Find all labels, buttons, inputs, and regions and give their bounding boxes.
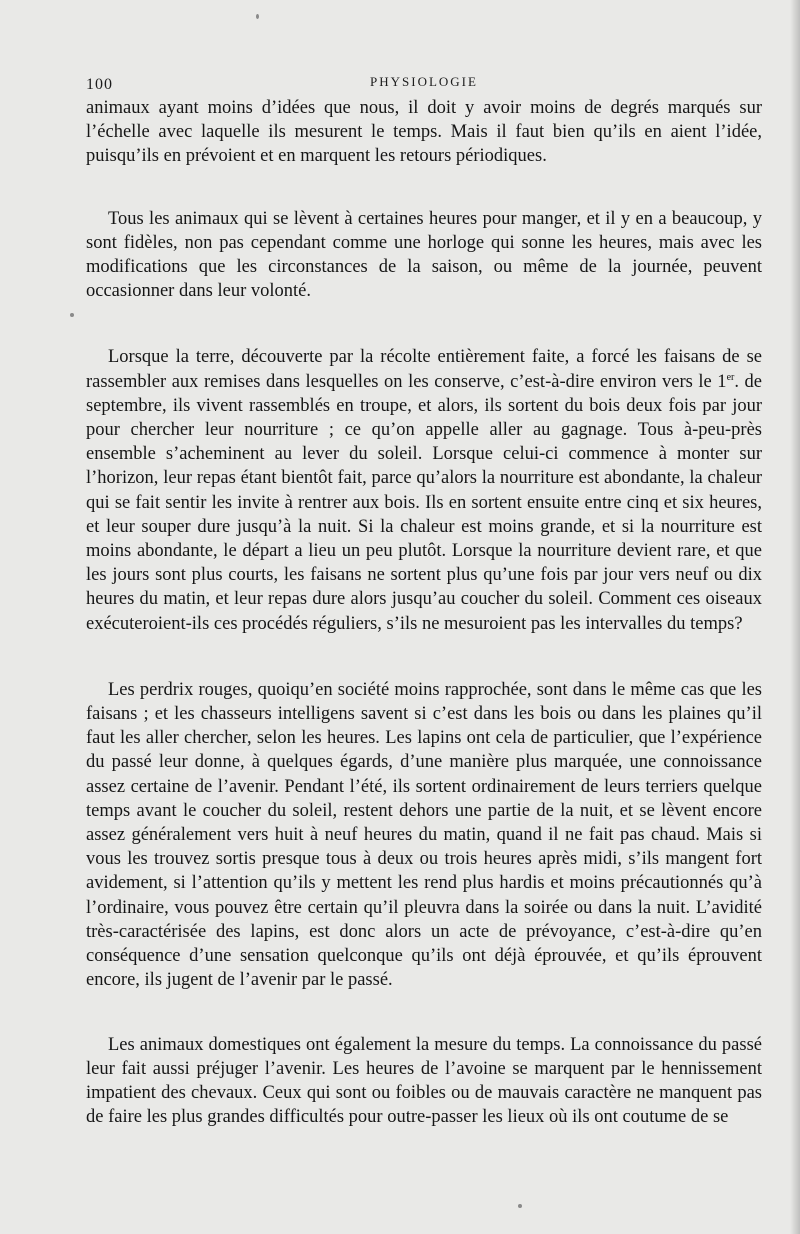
paragraph: Les perdrix rouges, quoiqu’en société moins rapprochée, sont dans le même cas que les faisans ; et les chasseurs intelligens savent si c’est dans les bois ou dans les plaines qu’il faut les aller chercher, selon les heures. Les lapins ont cela de particulier, que l’expérience du passé leur donne, à quelques égards, d’une manière plus marquée, une connoissance assez certaine de l’avenir. Pendant l’été, ils sortent ordinairement de leurs terriers quelque temps avant le coucher du soleil, restent dehors une partie de la nuit, et se lèvent encore assez généralement vers huit à neuf heures du matin, quand il ne fait pas chaud. Mais si vous les trouvez sortis presque tous à deux ou trois heures après midi, s’ils mangent fort avidement, si l’attention qu’ils y mettent les rend plus hardis et moins précautionnés qu’à l’ordinaire, vous pouvez être certain qu’il pleuvra dans la soirée ou dans la nuit. L’avidité très-caractérisée des lapins, est donc alors un acte de prévoyance, c’est-à-dire qu’en conséquence d’une sensation quelconque qu’ils ont déjà éprouvée, et qu’ils éprouvent encore, ils jugent de l’avenir par le passé. [86,679,762,991]
ordinal-superscript: er [726,371,735,383]
paragraph: Les animaux domestiques ont également la mesure du temps. La connoissance du passé leur fait aussi préjuger l’avenir. Les heures de l’avoine se marquent par le hennissement impatient des chevaux. Ceux qui sont ou foibles ou de mauvais caractère ne manquent pas de faire les plus grandes difficultés pour outre-passer les lieux où ils ont coutume de se [86,1034,762,1128]
running-head [86,72,762,96]
paper-speck [70,313,74,317]
body-text [86,96,762,1129]
paragraph: Tous les animaux qui se lèvent à certaines heures pour manger, et il y en a beaucoup, y sont fidèles, non pas cependant comme une horloge qui sonne les heures, mais avec les modifications que les circonstances de la saison, ou même de la journée, peuvent occasionner dans leur volonté. [86,208,762,302]
paragraph [86,345,762,635]
page-edge-shadow [790,0,800,1234]
paragraph: animaux ayant moins d’idées que nous, il doit y avoir moins de degrés marqués sur l’échelle avec laquelle ils mesurent le temps. Mais il faut bien qu’ils en aient l’idée, puisqu’ils en prévoient et en marquent les retours périodiques. [86,98,762,167]
paragraph-text: . de septembre, ils vivent rassemblés en troupe, et alors, ils sortent du bois deux fois par jour pour chercher leur nourriture ; ce qu’on appelle aller au gagnage. Tous à-peu-près ensemble s’acheminent au lever du soleil. Lorsque celui-ci commence à monter sur l’horizon, leur repas étant bientôt fait, parce qu’alors la nourriture est abondante, la chaleur qui se fait sentir les invite à rentrer aux bois. Ils en sortent ensuite entre cinq et six heures, et leur souper dure jusqu’à la nuit. Si la chaleur est moins grande, et si la nourriture est moins abondante, le départ a lieu un peu plutôt. Lorsque la nourriture devient rare, et que les jours sont plus courts, les faisans ne sortent plus qu’une fois par jour vers neuf ou dix heures du matin, et leur repas dure alors jusqu’au coucher du soleil. Comment ces oiseaux exécuteroient-ils ces procédés réguliers, s’ils ne mesuroient pas les intervalles du temps? [86,371,762,634]
page-number: 100 [86,76,113,93]
paper-speck [518,1204,522,1208]
paragraph-text: Lorsque la terre, découverte par la récolte entièrement faite, a forcé les faisans de se rassembler aux remises dans lesquelles on les conserve, c’est-à-dire environ vers le 1 [86,347,762,392]
running-title: PHYSIOLOGIE [370,74,478,89]
paper-speck [256,14,259,19]
